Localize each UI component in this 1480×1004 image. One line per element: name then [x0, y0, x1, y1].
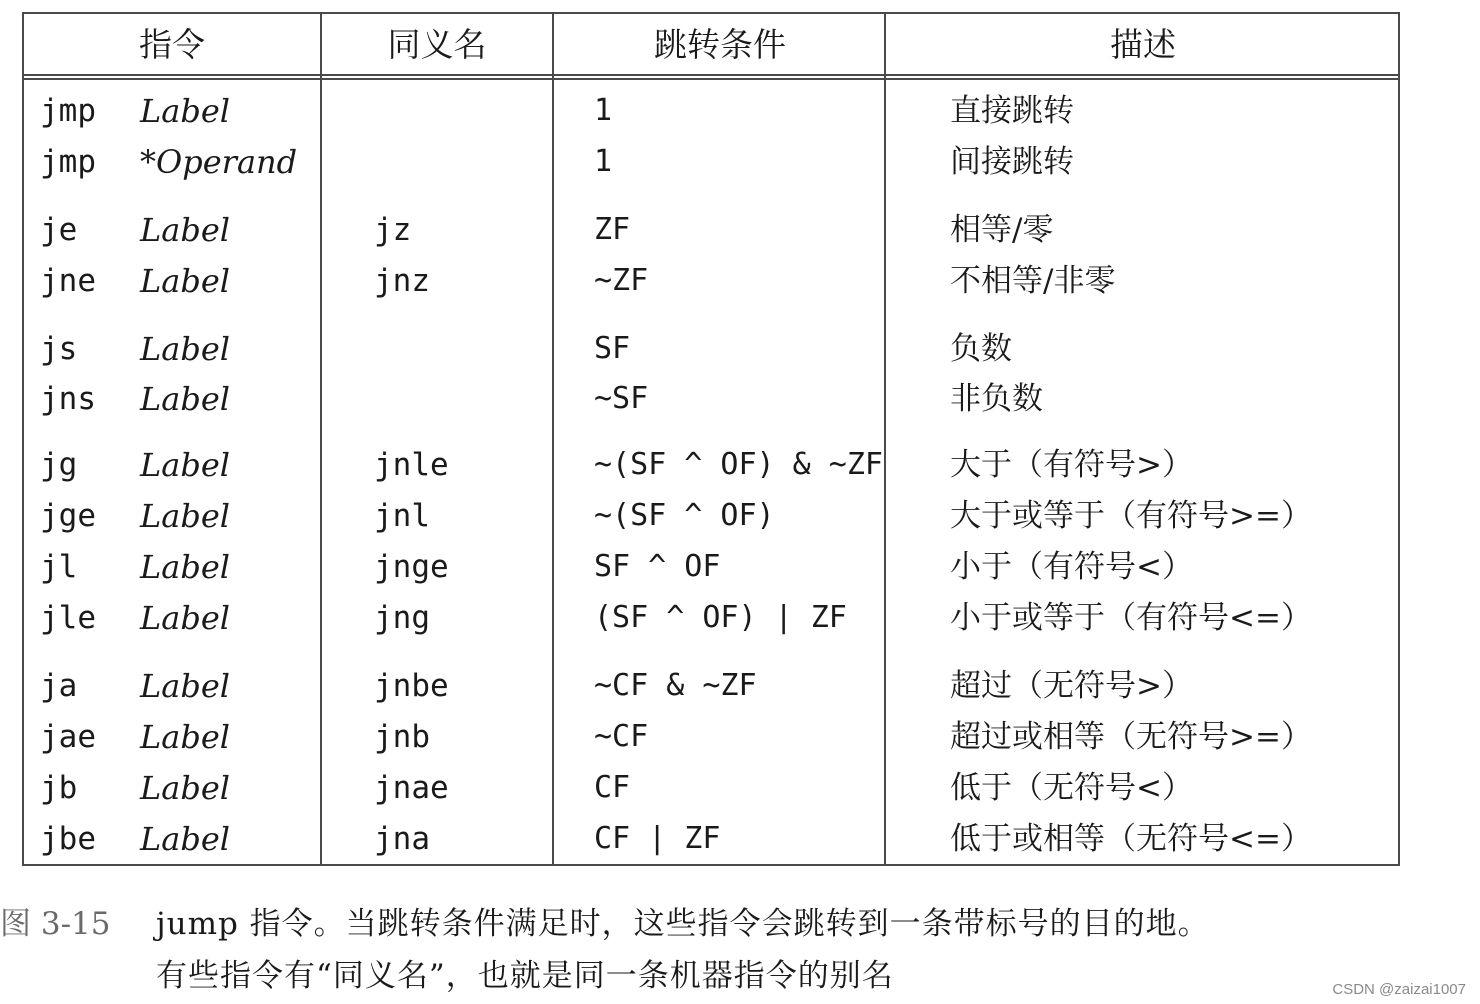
instruction-operand: *Operand: [140, 143, 298, 181]
instruction-operand: Label: [140, 769, 230, 807]
jump-condition: CF: [594, 770, 631, 805]
synonym: jng: [374, 600, 430, 636]
caption-line-1: jump 指令。当跳转条件满足时，这些指令会跳转到一条带标号的目的地。: [156, 906, 1210, 942]
instruction-operand: Label: [140, 92, 230, 130]
jump-condition: SF ^ OF: [594, 549, 721, 584]
jump-condition: ~CF & ~ZF: [594, 668, 757, 703]
description: 小于（有符号<）: [950, 549, 1193, 585]
instruction-operand: Label: [140, 820, 230, 858]
synonym: jnge: [374, 549, 449, 585]
jump-condition: (SF ^ OF) | ZF: [594, 600, 847, 635]
table-row: [24, 661, 1398, 711]
instruction-mnemonic: jge: [40, 498, 96, 534]
table-row: [24, 440, 1398, 490]
table-row: [24, 593, 1398, 643]
jump-condition: ~(SF ^ OF) & ~ZF: [594, 447, 883, 482]
figure-number: 图 3-15: [0, 906, 111, 942]
instruction-operand: Label: [140, 599, 230, 637]
instruction-mnemonic: je: [40, 212, 78, 248]
instruction-operand: Label: [140, 330, 230, 368]
jump-condition: 1: [594, 144, 613, 179]
instruction-operand: Label: [140, 446, 230, 484]
table-row: [24, 374, 1398, 424]
description: 大于（有符号>）: [950, 447, 1193, 483]
synonym: jz: [374, 212, 412, 248]
table-row: [24, 763, 1398, 813]
header-description: 描述: [1110, 25, 1176, 64]
description: 负数: [950, 331, 1012, 367]
instruction-operand: Label: [140, 667, 230, 705]
table-row: [24, 491, 1398, 541]
jump-condition: 1: [594, 93, 613, 128]
instruction-mnemonic: jle: [40, 600, 96, 636]
synonym: jnb: [374, 719, 430, 755]
table-header-row: [24, 14, 1398, 76]
description: 低于（无符号<）: [950, 770, 1193, 806]
header-synonym: 同义名: [387, 25, 487, 64]
jump-condition: SF: [594, 331, 631, 366]
description: 非负数: [950, 381, 1043, 417]
instruction-operand: Label: [140, 548, 230, 586]
table-row: [24, 542, 1398, 592]
synonym: jnae: [374, 770, 449, 806]
instruction-operand: Label: [140, 211, 230, 249]
instruction-mnemonic: jmp: [40, 144, 96, 180]
jump-condition: ~ZF: [594, 263, 649, 298]
description: 不相等/非零: [950, 263, 1116, 299]
header-instruction: 指令: [139, 25, 205, 64]
instruction-mnemonic: jl: [40, 549, 78, 585]
caption-line-2: 有些指令有“同义名”，也就是同一条机器指令的别名: [156, 958, 894, 994]
description: 小于或等于（有符号<=）: [950, 600, 1312, 636]
description: 低于或相等（无符号<=）: [950, 821, 1312, 857]
synonym: jna: [374, 821, 430, 857]
description: 超过或相等（无符号>=）: [950, 719, 1312, 755]
synonym: jnle: [374, 447, 449, 483]
synonym: jnz: [374, 263, 430, 299]
table-row: [24, 86, 1398, 136]
table-row: [24, 814, 1398, 864]
instruction-operand: Label: [140, 718, 230, 756]
instruction-mnemonic: jbe: [40, 821, 96, 857]
jump-condition: ~SF: [594, 381, 649, 416]
table-row: [24, 324, 1398, 374]
table-row: [24, 712, 1398, 762]
header-divider-bottom: [24, 78, 1398, 80]
description: 间接跳转: [950, 144, 1074, 180]
instruction-mnemonic: jb: [40, 770, 78, 806]
instruction-operand: Label: [140, 380, 230, 418]
instruction-operand: Label: [140, 262, 230, 300]
description: 大于或等于（有符号>=）: [950, 498, 1312, 534]
table-row: [24, 205, 1398, 255]
instruction-operand: Label: [140, 497, 230, 535]
instruction-mnemonic: jae: [40, 719, 96, 755]
table-row: [24, 256, 1398, 306]
jump-condition: ZF: [594, 212, 631, 247]
instruction-mnemonic: js: [40, 331, 78, 367]
jump-condition: CF | ZF: [594, 821, 721, 856]
watermark: CSDN @zaizai1007: [1332, 981, 1466, 998]
instruction-mnemonic: jne: [40, 263, 96, 299]
jump-condition: ~CF: [594, 719, 649, 754]
description: 相等/零: [950, 212, 1054, 248]
header-condition: 跳转条件: [654, 25, 786, 64]
instruction-mnemonic: jmp: [40, 93, 96, 129]
instruction-mnemonic: jg: [40, 447, 78, 483]
jump-instructions-table: [22, 12, 1400, 866]
synonym: jnl: [374, 498, 430, 534]
header-divider-top: [24, 74, 1398, 76]
description: 直接跳转: [950, 93, 1074, 129]
jump-condition: ~(SF ^ OF): [594, 498, 775, 533]
instruction-mnemonic: jns: [40, 381, 96, 417]
instruction-mnemonic: ja: [40, 668, 78, 704]
table-row: [24, 137, 1398, 187]
synonym: jnbe: [374, 668, 449, 704]
description: 超过（无符号>）: [950, 668, 1193, 704]
